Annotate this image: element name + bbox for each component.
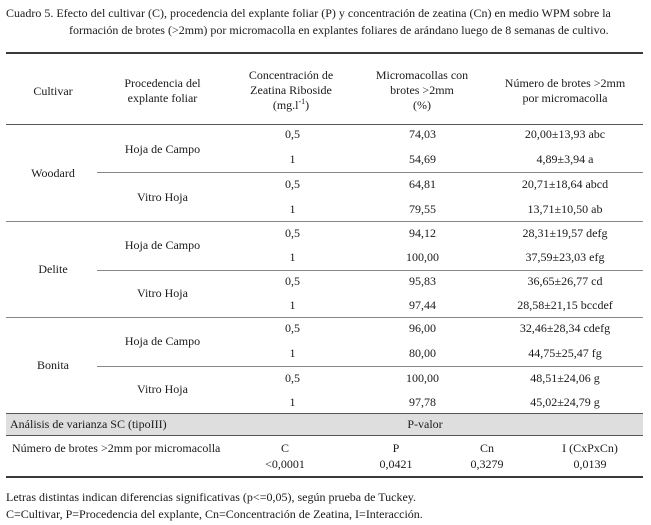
footnote-line-2: C=Cultivar, P=Procedencia del explante, Cn=Concentración de Zeatina, I=Interacción.	[6, 507, 423, 521]
bottom-rule	[6, 476, 643, 478]
anova-term-value: <0,0001	[265, 457, 305, 471]
anova-top-rule	[6, 413, 643, 414]
header-numero-line1: Número de brotes >2mm	[504, 76, 626, 90]
pct-value: 54,69	[409, 152, 436, 166]
table-footnote	[6, 489, 423, 523]
header-procedencia-line1: Procedencia del	[124, 76, 201, 90]
pct-value: 97,44	[409, 298, 436, 312]
pct-value: 100,00	[406, 371, 439, 385]
sub-separator	[97, 172, 643, 173]
procedencia-delite-campo: Hoja de Campo	[124, 238, 201, 252]
conc-value: 1	[289, 250, 296, 264]
conc-value: 0,5	[285, 274, 300, 288]
anova-term-name: P	[392, 441, 400, 455]
conc-value: 0,5	[285, 371, 300, 385]
anova-row-label: Número de brotes >2mm por micromacolla	[12, 441, 221, 455]
header-numero	[490, 76, 640, 106]
anova-term-name: I (CxPxCn)	[562, 441, 618, 455]
header-conc-line2: Zeatina Riboside	[250, 83, 332, 97]
cultivar-delite: Delite	[38, 262, 68, 276]
sub-separator	[97, 366, 643, 367]
conc-value: 1	[289, 346, 296, 360]
pct-value: 96,00	[409, 321, 436, 335]
cultivar-woodard: Woodard	[31, 166, 75, 180]
pct-value: 100,00	[406, 250, 439, 264]
header-conc-exp: -1	[298, 97, 306, 106]
table-caption	[6, 5, 646, 39]
pct-value: 80,00	[409, 346, 436, 360]
header-numero-line2: por micromacolla	[522, 91, 608, 105]
group-separator	[6, 317, 643, 318]
caption-line-2: formación de brotes (>2mm) por micromacolla en explantes foliares de arándano luego de 8 semanas de cultivo.	[69, 23, 609, 37]
header-concentracion	[232, 68, 350, 113]
procedencia-bonita-campo: Hoja de Campo	[124, 334, 201, 348]
header-rule	[6, 124, 643, 125]
anova-term-value: 0,0139	[573, 457, 607, 471]
header-conc-unit: (mg.l	[272, 98, 299, 112]
num-value: 13,71±10,50 ab	[527, 202, 603, 216]
conc-value: 1	[289, 152, 296, 166]
anova-pvalor: P-valor	[407, 417, 443, 431]
num-value: 20,71±18,64 abcd	[521, 177, 609, 191]
anova-term-name: C	[280, 441, 289, 455]
pct-value: 64,81	[409, 177, 436, 191]
group-separator	[6, 221, 643, 222]
sub-separator	[97, 270, 643, 271]
anova-term-value: 0,0421	[379, 457, 413, 471]
header-micro-line3: (%)	[413, 98, 431, 112]
conc-value: 0,5	[285, 127, 300, 141]
header-procedencia-line2: explante foliar	[127, 91, 198, 105]
conc-value: 0,5	[285, 321, 300, 335]
num-value: 45,02±24,79 g	[530, 395, 600, 409]
header-conc-close: )	[305, 98, 310, 112]
header-conc-line1: Concentración de	[248, 68, 334, 82]
pct-value: 79,55	[409, 202, 436, 216]
num-value: 37,59±23,03 efg	[525, 250, 605, 264]
num-value: 44,75±25,47 fg	[528, 346, 602, 360]
num-value: 20,00±13,93 abc	[524, 127, 606, 141]
procedencia-bonita-vitro: Vitro Hoja	[137, 382, 188, 396]
pct-value: 95,83	[409, 274, 436, 288]
pct-value: 97,78	[409, 395, 436, 409]
header-micro-line2: brotes >2mm	[390, 83, 454, 97]
cultivar-bonita: Bonita	[37, 358, 69, 372]
header-procedencia	[100, 76, 225, 106]
procedencia-delite-vitro: Vitro Hoja	[137, 286, 188, 300]
procedencia-woodard-vitro: Vitro Hoja	[137, 190, 188, 204]
top-rule	[6, 52, 643, 54]
anova-term-value: 0,3279	[470, 457, 504, 471]
num-value: 28,31±19,57 defg	[522, 226, 608, 240]
anova-label: Análisis de varianza SC (tipoIII)	[10, 417, 167, 431]
conc-value: 0,5	[285, 177, 300, 191]
num-value: 4,89±3,94 a	[536, 152, 594, 166]
header-conc-line3	[232, 98, 350, 113]
header-cultivar: Cultivar	[33, 84, 73, 98]
num-value: 48,51±24,06 g	[530, 371, 600, 385]
header-micro-line1: Micromacollas con	[375, 68, 469, 82]
header-micromacollas	[358, 68, 486, 113]
anova-bottom-rule	[6, 435, 643, 436]
procedencia-woodard-campo: Hoja de Campo	[124, 142, 201, 156]
num-value: 32,46±28,34 cdefg	[519, 321, 611, 335]
conc-value: 1	[289, 202, 296, 216]
num-value: 28,58±21,15 bccdef	[517, 298, 613, 312]
conc-value: 0,5	[285, 226, 300, 240]
caption-line-1: Cuadro 5. Efecto del cultivar (C), procedencia del explante foliar (P) y concentración de zeatina (Cn) en medio WPM sobre la	[6, 6, 611, 20]
conc-value: 1	[289, 395, 296, 409]
pct-value: 74,03	[409, 127, 436, 141]
anova-term-name: Cn	[479, 441, 494, 455]
pct-value: 94,12	[409, 226, 436, 240]
conc-value: 1	[289, 298, 296, 312]
footnote-line-1: Letras distintas indican diferencias significativas (p<=0,05), según prueba de Tuckey.	[6, 490, 416, 504]
num-value: 36,65±26,77 cd	[527, 274, 603, 288]
